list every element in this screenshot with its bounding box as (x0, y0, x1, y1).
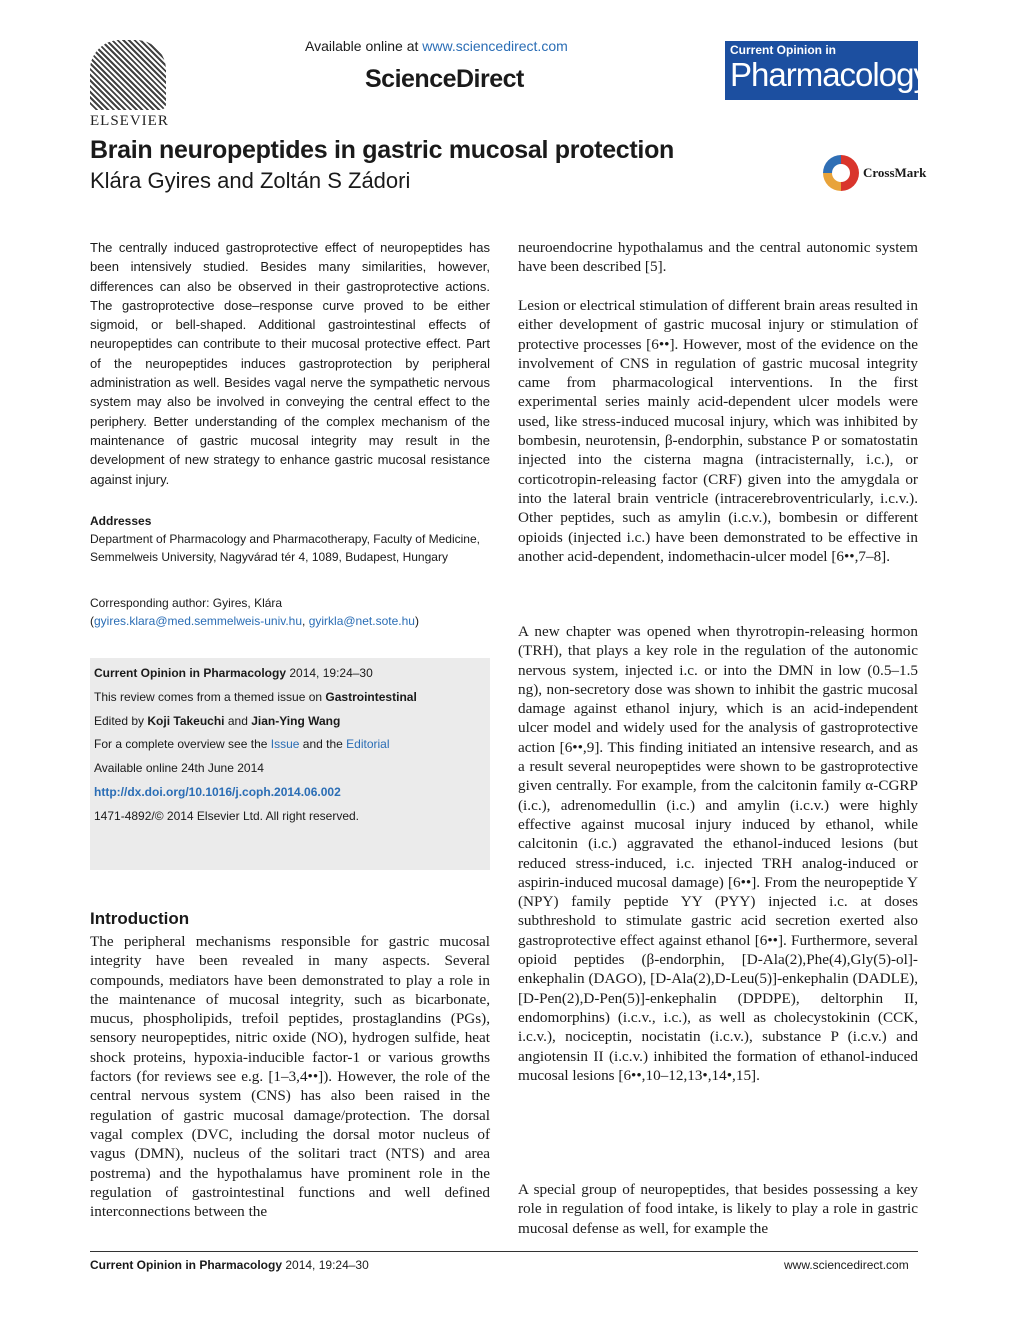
info-copyright: 1471-4892/© 2014 Elsevier Ltd. All right reserved. (94, 808, 359, 823)
sciencedirect-title: ScienceDirect (365, 65, 524, 93)
article-title: Brain neuropeptides in gastric mucosal protection (90, 136, 675, 164)
themed-prefix: This review comes from a themed issue on (94, 689, 326, 704)
abstract: The centrally induced gastroprotective effect of neuropeptides has been intensively studied. Besides many similarities, however, differences can also be observed in their gastroprotective actions. The gastroprotective dose–response curve proved to be either sigmoid, or bell-shaped. Additional gastrointestinal effects of neuropeptides can contribute to their mucosal protective effect. Part of the neuropeptides induces gastroprotection by peripheral administration as well. Besides vagal nerve the sympathetic nervous system may also be involved in conveying the central effect to the periphery. Better understanding of the complex mechanism of the maintenance of gastric mucosal integrity may result in the development of new strategy to enhance gastric mucosal resistance against injury. (90, 240, 490, 487)
doi-link[interactable]: http://dx.doi.org/10.1016/j.coph.2014.06.002 (94, 784, 341, 799)
elsevier-tree-icon (90, 40, 166, 110)
addresses-heading: Addresses (90, 514, 152, 528)
overview-and: and the (299, 737, 347, 752)
info-doi-row (94, 781, 486, 805)
corresponding-line: Corresponding author: Gyires, Klára (90, 596, 283, 610)
email-link-2[interactable]: gyirkla@net.sote.hu (308, 614, 415, 628)
article-authors: Klára Gyires and Zoltán S Zádori (90, 168, 411, 193)
body-paragraph-3: A new chapter was opened when thyrotropin-releasing hormon (TRH), that plays a key role in the regulation of the autonomic nervous system, injected i.c. or into the DMN in low (0.5–1.5 ng), non-secretory dose was shown to inhibit the gastric mucosal damage against ethanol injury, which is an acid-independent ulcer model and widely used for the analysis of gastroprotective action [6••,9]. This finding initiated an intensive research, and as a result several neuropeptides were shown to be gastroprotective given centrally. For example, from the calcitonin family α-CGRP (i.c.), adrenomedullin (i.c.) and amylin (i.c.v.) were highly effective against mucosal injury induced by ethanol, while calcitonin (i.c.) aggravated the ethanol-induced lesions (but reduced stress-induced, i.c. injected TRH analog-induced or aspirin-induced mucosal damage) [6••]. From the neuropeptide Y (NPY) family peptide YY (PYY) injected i.c. at doses subthreshold to stimulate gastric acid secretion exerted also gastroprotective effect against ethanol [6••]. Furthermore, several opioid peptides (β-endorphin, [D-Ala(2),Phe(4),Gly(5)-ol]-enkephalin (DAGO), [D-Ala(2),D-Leu(5)]-enkephalin (DADLE), [D-Pen(2),D-Pen(5)]-enkephalin (DPDPE), deltorphin II, endomorphins) (i.c.v., i.c.), as well as cholecystokinin (CCK, i.c.v.), nociceptin, nocistatin (i.c.v.), substance P (i.c.v.) and angiotensin II (i.c.v.) inhibited the formation of ethanol-induced mucosal lesions [6••,10–12,13•,14•,15]. (518, 623, 918, 1084)
info-available: Available online 24th June 2014 (94, 761, 264, 776)
editor-1: Koji Takeuchi (147, 713, 225, 728)
edited-prefix: Edited by (94, 713, 148, 728)
paren-close: ) (414, 614, 419, 628)
overview-prefix: For a complete overview see the (94, 737, 271, 752)
body-paragraph-4: A special group of neuropeptides, that besides possessing a key role in regulation of food intake, is likely to play a role in gastric mucosal defense as well, for example the (518, 1181, 918, 1237)
editor-and: and (224, 713, 252, 728)
journal-logo-line1: Current Opinion in (730, 43, 836, 57)
editor-2: Jian-Ying Wang (251, 713, 341, 728)
crossmark-icon (823, 155, 859, 191)
sciencedirect-link[interactable]: www.sciencedirect.com (422, 38, 568, 54)
info-citation (94, 662, 486, 686)
info-citation-detail: 2014, 19:24–30 (286, 666, 373, 680)
paren-open: ( (90, 614, 94, 628)
info-edited (94, 710, 486, 734)
available-prefix: Available online at (305, 38, 423, 54)
email-link-1[interactable]: gyires.klara@med.semmelweis-univ.hu (94, 614, 303, 628)
info-journal: Current Opinion in Pharmacology (94, 666, 287, 680)
journal-logo-line2: Pharmacology (730, 56, 929, 93)
info-overview (94, 733, 486, 757)
issue-link[interactable]: Issue (270, 737, 300, 752)
corresponding-emails (90, 612, 490, 630)
elsevier-wordmark: ELSEVIER (90, 113, 169, 129)
crossmark-badge[interactable] (823, 155, 926, 191)
introduction-paragraph: The peripheral mechanisms responsible for gastric mucosal integrity have been revealed in many aspects. Several compounds, mediators have been demonstrated to play a role in the maintenance of mucosal integrity, such as bicarbonate, mucus, phospholipids, trefoil peptides, prostaglandins (PGs), sensory neuropeptides, nitric oxide (NO), hydrogen sulfide, heat shock proteins, hypoxia-inducible factor-1 or various growths factors (for reviews see e.g. [1–3,4••]). However, the role of the central nervous system (CNS) has also been raised in the regulation of gastric mucosal damage/protection. The dorsal vagal complex (DVC, including the dorsal motor nucleus of vagus (DMN), nucleus of the solitari tract (NTS) and area postrema) and the hypothalamus have prominent role in the regulation of gastrointestinal functions and well defined interconnections between the (90, 933, 490, 1221)
info-themed (94, 686, 486, 710)
editorial-link[interactable]: Editorial (346, 737, 390, 752)
footer-citation (90, 1258, 369, 1272)
introduction-heading: Introduction (90, 909, 190, 928)
themed-issue: Gastrointestinal (325, 689, 417, 704)
footer-citation-detail: 2014, 19:24–30 (282, 1258, 369, 1272)
email-separator: , (302, 614, 309, 628)
crossmark-label: CrossMark (863, 165, 927, 180)
footer-journal: Current Opinion in Pharmacology (90, 1258, 283, 1272)
body-paragraph-1: neuroendocrine hypothalamus and the central autonomic system have been described [5]. (518, 239, 918, 276)
elsevier-logo (90, 40, 170, 130)
article-info-box (90, 658, 490, 870)
footer-divider (90, 1251, 918, 1252)
body-paragraph-2: Lesion or electrical stimulation of different brain areas resulted in either development of gastric mucosal injury or stimulation of protective processes [6••]. However, most of the evidence on the involvement of CNS in regulation of gastric mucosal integrity came from pharmacological interventions. In the first experimental series mainly acid-dependent ulcer models were used, like stress-induced mucosal injury, which was inhibited by bombesin, neurotensin, β-endorphin, substance P or somatostatin injected into the cisterna magna (intracisternally, i.c.), or corticotropin-releasing factor (CRF) given into the amygdala or into the lateral brain ventricle (intracerebroventricularly, i.c.v.). Other peptides, such as amylin (i.c.v.), bombesin or different opioids (injected i.c.) have been demonstrated to be effective in another acid-dependent, indomethacin-ulcer model [6••,7–8]. (518, 297, 918, 565)
footer-site: www.sciencedirect.com (784, 1258, 909, 1272)
corresponding-author (90, 594, 490, 630)
available-online (305, 38, 568, 54)
journal-logo (725, 41, 929, 100)
addresses-text: Department of Pharmacology and Pharmacotherapy, Faculty of Medicine, Semmelweis University, Nagyvárad tér 4, 1089, Budapest, Hungary (90, 532, 480, 564)
